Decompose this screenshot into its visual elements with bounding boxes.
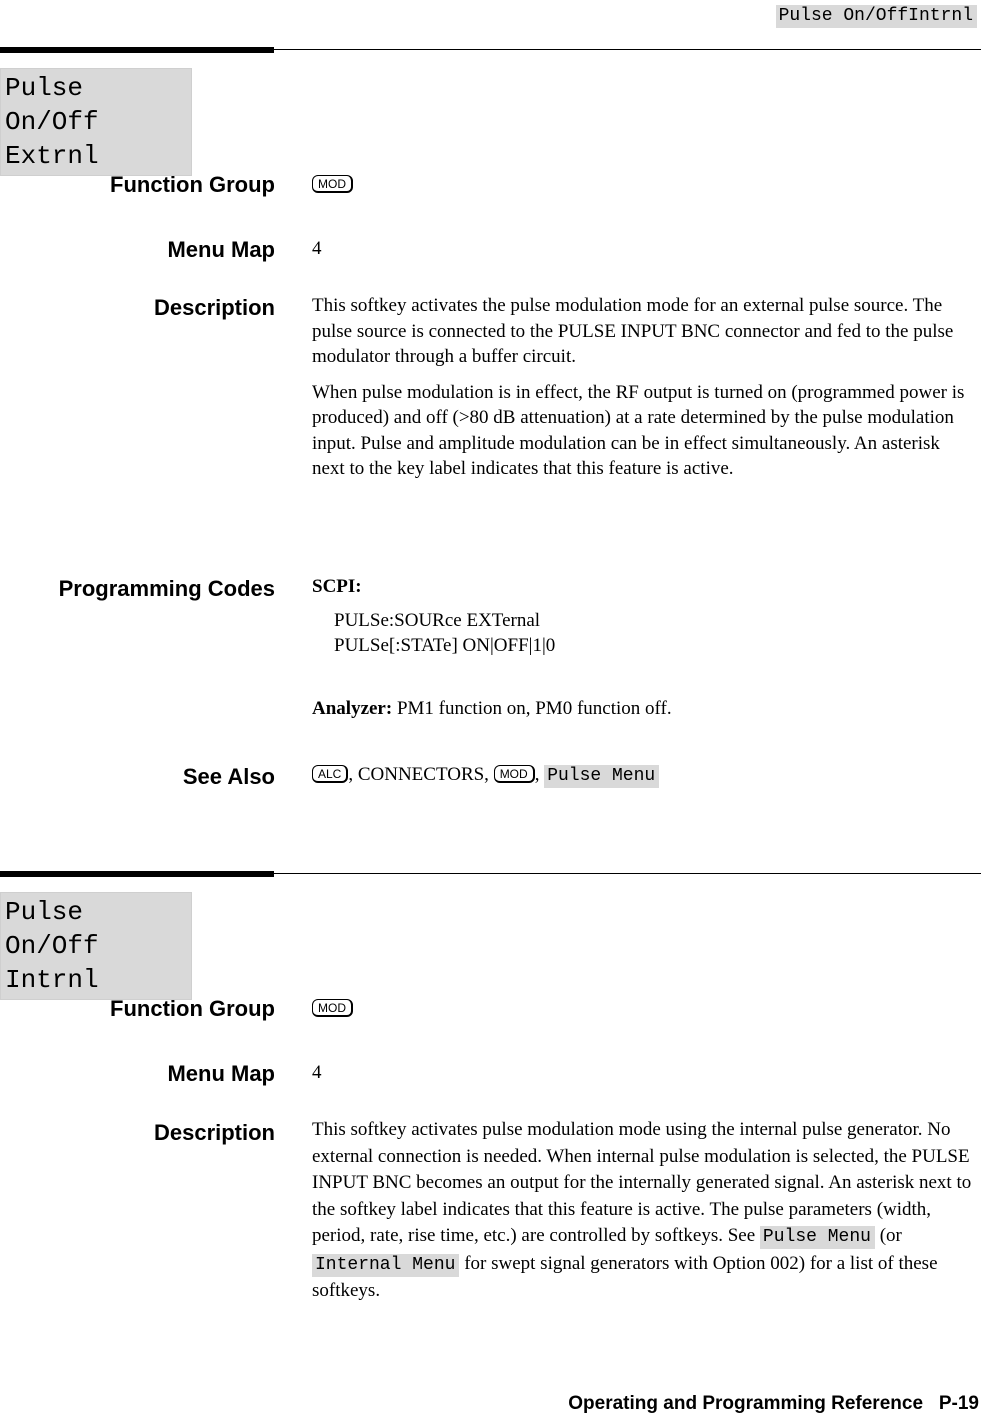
section-title-line1: Pulse On/Off bbox=[5, 897, 99, 961]
alc-key: ALC bbox=[312, 765, 348, 783]
running-header-softkey: Pulse On/OffIntrnl bbox=[776, 5, 977, 28]
pulse-menu-softkey: Pulse Menu bbox=[760, 1226, 875, 1249]
description-paragraph: When pulse modulation is in effect, the RF output is turned on (programmed power is produced) and off (>80 dB attenuation) at a rate determined by the pulse modulation input. Pulse and amplitude modulation can be in effect simultaneously. An asterisk next to the key label indicates that this feature is active. bbox=[312, 381, 965, 479]
analyzer-text: PM1 function on, PM0 function off. bbox=[396, 697, 672, 719]
programming-codes-body bbox=[312, 574, 967, 721]
mod-key: MOD bbox=[312, 999, 353, 1017]
function-group-value bbox=[312, 172, 353, 198]
section-title-softkey bbox=[0, 68, 192, 176]
description-paragraph: This softkey activates the pulse modulation mode for an external pulse source. The pulse source is connected to the PULSE INPUT BNC connector and fed to the pulse modulator through a buffer circuit. bbox=[312, 295, 954, 367]
footer-title: Operating and Programming Reference bbox=[568, 1393, 924, 1414]
page-number: P-19 bbox=[938, 1393, 979, 1414]
analyzer-label: Analyzer: bbox=[312, 697, 393, 719]
scpi-command: PULSe:SOURce EXTernal bbox=[334, 609, 541, 631]
description-body bbox=[312, 1117, 980, 1305]
section-title-line2: Extrnl bbox=[5, 141, 99, 171]
section-divider-accent bbox=[0, 871, 274, 877]
internal-menu-softkey: Internal Menu bbox=[312, 1254, 459, 1277]
description-text: for swept signal generators with Option 002) for a list of these softkeys. bbox=[312, 1252, 938, 1301]
function-group-label: Function Group bbox=[110, 996, 275, 1021]
menu-map-value: 4 bbox=[312, 1062, 322, 1083]
page-footer bbox=[568, 1393, 979, 1415]
description-label: Description bbox=[153, 1120, 275, 1145]
description-text: (or bbox=[874, 1225, 902, 1246]
see-also-text: , CONNECTORS, bbox=[348, 764, 494, 785]
scpi-command: PULSe[:STATe] ON|OFF|1|0 bbox=[334, 635, 556, 656]
section-title-line1: Pulse On/Off bbox=[5, 73, 99, 137]
section-title-softkey bbox=[0, 892, 192, 1000]
pulse-menu-softkey: Pulse Menu bbox=[544, 765, 659, 788]
mod-key: MOD bbox=[312, 175, 353, 193]
function-group-value bbox=[312, 996, 353, 1022]
mod-key: MOD bbox=[494, 765, 535, 783]
description-label: Description bbox=[153, 295, 275, 320]
menu-map-value: 4 bbox=[312, 238, 322, 259]
scpi-label: SCPI: bbox=[312, 576, 362, 597]
section-title-line2: Intrnl bbox=[5, 965, 99, 995]
see-also-body bbox=[312, 762, 967, 790]
description-text: This softkey activates pulse modulation mode using the internal pulse generator. No external connection is needed. When internal pulse modulation is selected, the PULSE INPUT BNC becomes an output for the internally generated signal. An asterisk next to the softkey label indicates that this feature is active. The pulse parameters (width, period, rate, rise time, etc.) are controlled by softkeys. See bbox=[312, 1119, 972, 1246]
menu-map-label: Menu Map bbox=[167, 1061, 275, 1086]
programming-codes-label: Programming Codes bbox=[58, 576, 275, 601]
section-divider-accent bbox=[0, 47, 274, 53]
see-also-separator: , bbox=[534, 764, 545, 785]
see-also-label: See Also bbox=[182, 764, 275, 789]
analyzer-line bbox=[312, 696, 967, 722]
description-body bbox=[312, 293, 967, 492]
menu-map-label: Menu Map bbox=[167, 237, 275, 262]
function-group-label: Function Group bbox=[110, 172, 275, 197]
